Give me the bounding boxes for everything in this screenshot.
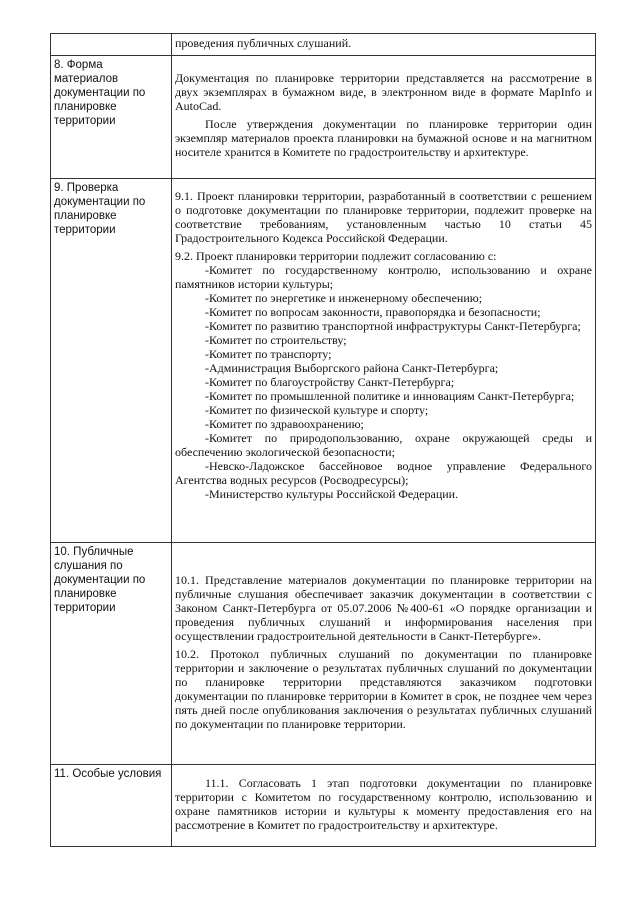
row-label-empty bbox=[51, 34, 172, 56]
table-row bbox=[51, 56, 596, 179]
paragraph-10-2: 10.2. Протокол публичных слушаний по документации по планировке территории и заключение о результатах публичных слушаний по документации по планировке территории представляются заказчиком подготовки документации по планировке территории в Комитет в срок, не позднее чем через пять дней после опубликования заключения о результатах публичных слушаний по документации по планировке территории. bbox=[175, 646, 592, 731]
approval-list-item: -Комитет по энергетике и инженерному обеспечению; bbox=[205, 291, 483, 305]
table-row bbox=[51, 765, 596, 847]
paragraph: После утверждения документации по планировке территории один экземпляр материалов проекта планировки на бумажной основе и на магнитном носителе хранится в Комитете по градостроительству и архитектуре. bbox=[175, 117, 592, 159]
paragraph-10-1: 10.1. Представление материалов документации по планировке территории на публичные слушания обеспечивает заказчик документации в соответствии с Законом Санкт-Петербурга от 05.07.2006 №400-61 «О порядке организации и проведения публичных слушаний и информирования населения при осуществлении градостроительной деятельности в Санкт-Петербурге». bbox=[175, 572, 592, 643]
approval-list-item: -Администрация Выборгского района Санкт-Петербурга; bbox=[205, 361, 499, 375]
paragraph-9-1: 9.1. Проект планировки территории, разработанный в соответствии с решением о подготовке документации по планировке территории, подлежит проверке на соответствие требованиям, установленным частью 10 статьи 45 Градостроительного Кодекса Российской Федерации. bbox=[175, 189, 592, 245]
approval-list-item: -Комитет по государственному контролю, использованию и охране памятников истории культуры; bbox=[175, 263, 592, 291]
table-row bbox=[51, 543, 596, 765]
terms-table bbox=[50, 33, 596, 847]
approval-list-item: -Комитет по промышленной политике и инновациям Санкт-Петербурга; bbox=[205, 389, 575, 403]
approval-list-item: -Министерство культуры Российской Федерации. bbox=[205, 487, 459, 501]
table-row bbox=[51, 34, 596, 56]
approval-list-item: -Невско-Ладожское бассейновое водное управление Федерального Агентства водных ресурсов (Росводресурсы); bbox=[175, 459, 592, 487]
approval-list-item: -Комитет по физической культуре и спорту; bbox=[205, 403, 429, 417]
approval-list-item: -Комитет по благоустройству Санкт-Петербурга; bbox=[205, 375, 455, 389]
row-label-10: 10. Публичные слушания по документации по планировке территории bbox=[51, 543, 172, 765]
row-label-9: 9. Проверка документации по планировке территории bbox=[51, 179, 172, 543]
paragraph-9-2: 9.2. Проект планировки территории подлежит согласованию с: bbox=[175, 249, 497, 263]
approval-list-item: -Комитет по развитию транспортной инфраструктуры Санкт-Петербурга; bbox=[205, 319, 581, 333]
continued-text: проведения публичных слушаний. bbox=[175, 36, 352, 50]
row-content bbox=[172, 765, 596, 847]
approval-list bbox=[175, 263, 592, 501]
approval-list-item: -Комитет по вопросам законности, правопорядка и безопасности; bbox=[205, 305, 541, 319]
approval-list-item: -Комитет по природопользованию, охране окружающей среды и обеспечению экологической безопасности; bbox=[175, 431, 592, 459]
approval-list-item: -Комитет по транспорту; bbox=[205, 347, 332, 361]
table-row bbox=[51, 179, 596, 543]
approval-list-item: -Комитет по здравоохранению; bbox=[205, 417, 364, 431]
row-content bbox=[172, 34, 596, 56]
row-label-8: 8. Форма материалов документации по планировке территории bbox=[51, 56, 172, 179]
paragraph-11-1: 11.1. Согласовать 1 этап подготовки документации по планировке территории с Комитетом по государственному контролю, использованию и охране памятников истории и культуры к моменту предоставления его на рассмотрение в Комитет по градостроительству и архитектуре. bbox=[175, 775, 592, 832]
row-content bbox=[172, 179, 596, 543]
paragraph: Документация по планировке территории представляется на рассмотрение в двух экземплярах в бумажном виде, в электронном виде в формате MapInfo и AutoCad. bbox=[175, 71, 592, 113]
row-content bbox=[172, 56, 596, 179]
approval-list-item: -Комитет по строительству; bbox=[205, 333, 347, 347]
row-content bbox=[172, 543, 596, 765]
row-label-11: 11. Особые условия bbox=[51, 765, 172, 847]
